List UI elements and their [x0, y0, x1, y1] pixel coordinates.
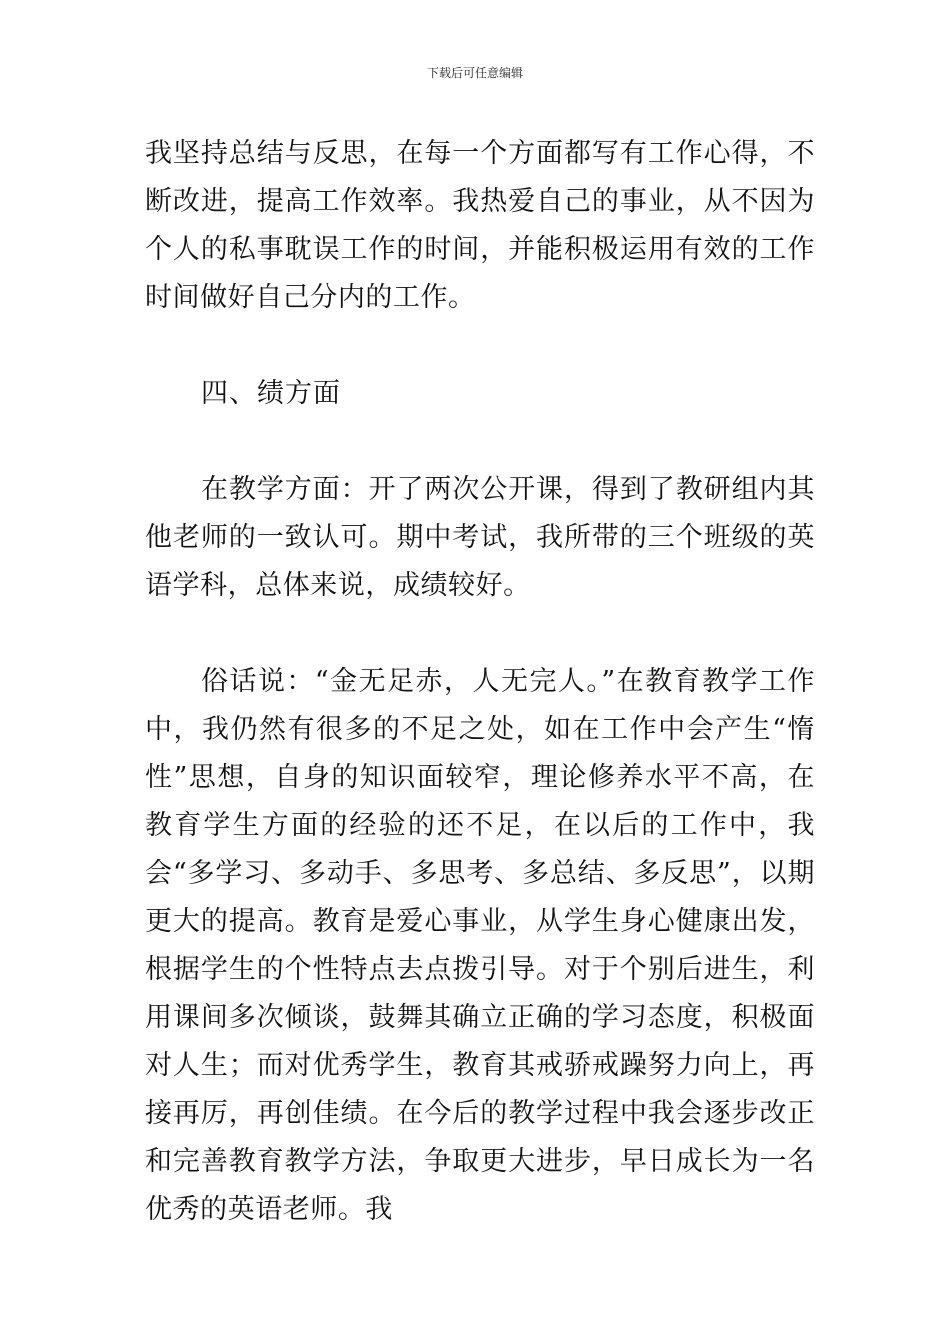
page-header-note: 下载后可任意编辑 [426, 66, 523, 80]
paragraph-spacer [145, 322, 815, 370]
paragraph-teaching: 在教学方面：开了两次公开课，得到了教研组内其他老师的一致认可。期中考试，我所带的三个班级的英语学科，总体来说，成绩较好。 [145, 474, 815, 601]
paragraph-reflection: 我坚持总结与反思，在每一个方面都写有工作心得，不断改进，提高工作效率。我热爱自己的事业，从不因为个人的私事耽误工作的时间，并能积极运用有效的工作时间做好自己分内的工作。 [145, 138, 815, 313]
document-body [145, 130, 815, 1234]
paragraph-spacer [145, 610, 815, 658]
paragraph-shortcomings: 俗话说：“金无足赤，人无完人。”在教育教学工作中，我仍然有很多的不足之处，如在工作中会产生“惰性”思想，自身的知识面较窄，理论修养水平不高，在教育学生方面的经验的还不足，在以后的工作中，我会“多学习、多动手、多思考、多总结、多反思”，以期更大的提高。教育是爱心事业，从学生身心健康出发，根据学生的个性特点去点拨引导。对于个别后进生，利用课间多次倾谈，鼓舞其确立正确的学习态度，积极面对人生；而对优秀学生，教育其戒骄戒躁努力向上，再接再厉，再创佳绩。在今后的教学过程中我会逐步改正和完善教育教学方法，争取更大进步，早日成长为一名优秀的英语老师。我 [145, 666, 815, 1225]
section-heading: 四、绩方面 [201, 378, 341, 409]
paragraph-spacer [145, 418, 815, 466]
